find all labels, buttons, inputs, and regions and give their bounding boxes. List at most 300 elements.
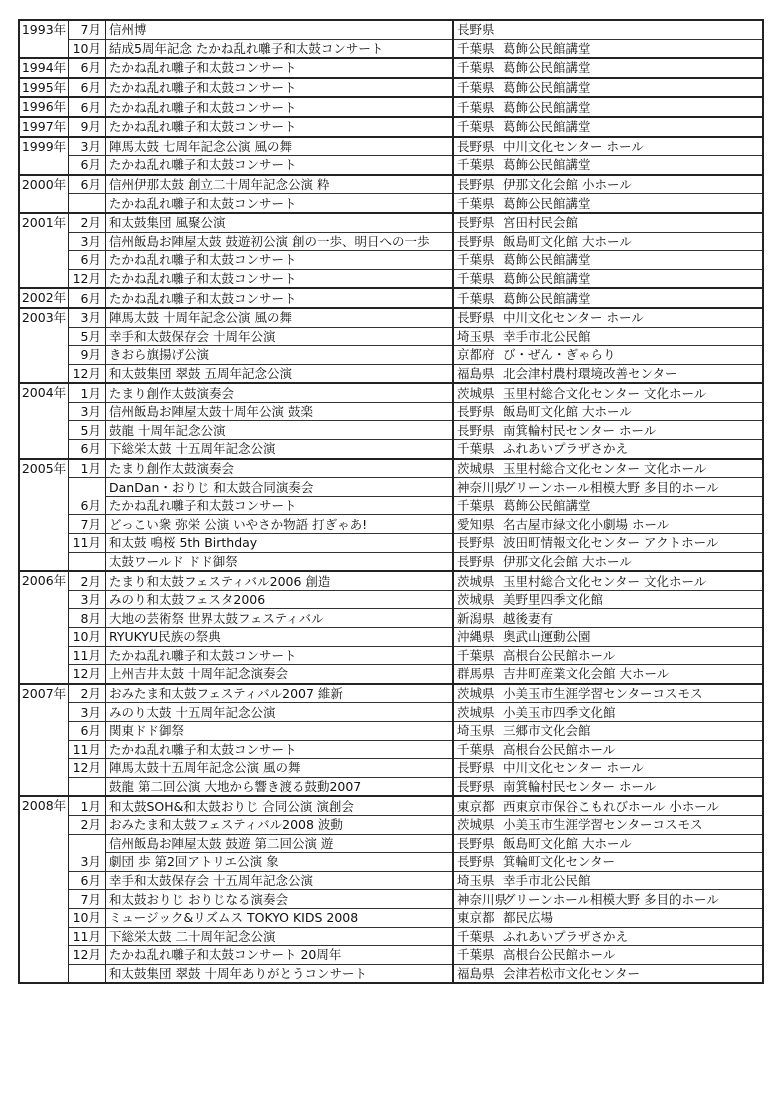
venue-name: 玉里村総合文化センター 文化ホール bbox=[503, 573, 707, 589]
table-row bbox=[19, 383, 763, 402]
venue-name: 飯島町文化館 大ホール bbox=[503, 233, 632, 249]
month-cell: 6月 bbox=[69, 58, 106, 78]
month-cell: 12月 bbox=[69, 269, 106, 288]
event-title-cell: たまり創作太鼓演奏会 bbox=[106, 459, 454, 478]
venue-cell bbox=[453, 964, 763, 983]
venue-name: 伊那文化会館 大ホール bbox=[503, 553, 632, 569]
event-title-cell: たかね乱れ囃子和太鼓コンサート bbox=[106, 740, 454, 759]
venue-cell bbox=[453, 251, 763, 270]
prefecture-label: 千葉県 bbox=[457, 647, 495, 663]
venue-name: 葛飾公民館講堂 bbox=[503, 252, 591, 268]
table-row bbox=[19, 364, 763, 383]
prefecture-label: 茨城県 bbox=[457, 592, 495, 608]
prefecture-label: 神奈川県 bbox=[457, 479, 508, 495]
event-title-cell: 信州伊那太鼓 創立二十周年記念公演 粋 bbox=[106, 175, 454, 194]
venue-cell bbox=[453, 364, 763, 383]
event-title-cell: 和太鼓SOH&和太鼓おりじ 合同公演 演創会 bbox=[106, 796, 454, 815]
event-title-cell: どっこい衆 弥栄 公演 いやさか物語 打ぎゃあ! bbox=[106, 515, 454, 534]
year-cell: 2006年 bbox=[19, 571, 69, 684]
venue-name: 波田町情報文化センター アクトホール bbox=[503, 535, 719, 551]
event-title-cell: たかね乱れ囃子和太鼓コンサート bbox=[106, 78, 454, 98]
performance-table-body bbox=[19, 20, 763, 983]
venue-cell bbox=[453, 421, 763, 440]
table-row bbox=[19, 777, 763, 796]
venue-name: 葛飾公民館講堂 bbox=[503, 60, 591, 76]
table-row bbox=[19, 288, 763, 308]
venue-cell bbox=[453, 815, 763, 834]
venue-cell bbox=[453, 534, 763, 553]
prefecture-label: 千葉県 bbox=[457, 947, 495, 963]
venue-name: 小美玉市四季文化館 bbox=[503, 704, 616, 720]
table-row bbox=[19, 571, 763, 590]
month-cell: 6月 bbox=[69, 721, 106, 740]
prefecture-label: 千葉県 bbox=[457, 40, 495, 56]
table-row bbox=[19, 853, 763, 872]
venue-name: 葛飾公民館講堂 bbox=[503, 195, 591, 211]
event-title-cell: 陣馬太鼓 七周年記念公演 風の舞 bbox=[106, 137, 454, 156]
venue-name: 小美玉市生涯学習センターコスモス bbox=[503, 817, 703, 833]
venue-name: ふれあいプラザさかえ bbox=[503, 441, 629, 457]
month-cell: 6月 bbox=[69, 251, 106, 270]
table-row bbox=[19, 628, 763, 647]
event-title-cell: おみたま和太鼓フェスティバル2007 維新 bbox=[106, 684, 454, 703]
venue-name: び・ぜん・ぎゃらり bbox=[503, 347, 616, 363]
prefecture-label: 茨城県 bbox=[457, 704, 495, 720]
table-row bbox=[19, 908, 763, 927]
event-title-cell: 太鼓ワールド ドド御祭 bbox=[106, 552, 454, 571]
month-cell: 2月 bbox=[69, 213, 106, 232]
prefecture-label: 長野県 bbox=[457, 553, 495, 569]
venue-name: 三郷市文化会館 bbox=[503, 723, 591, 739]
event-title-cell: たまり和太鼓フェスティバル2006 創造 bbox=[106, 571, 454, 590]
year-cell: 1995年 bbox=[19, 78, 69, 98]
venue-cell bbox=[453, 759, 763, 778]
prefecture-label: 福島県 bbox=[457, 365, 495, 381]
event-title-cell: 上州吉井太鼓 十周年記念演奏会 bbox=[106, 665, 454, 684]
table-row bbox=[19, 251, 763, 270]
table-row bbox=[19, 440, 763, 459]
venue-name: 越後妻有 bbox=[503, 610, 554, 626]
month-cell: 6月 bbox=[69, 440, 106, 459]
venue-cell bbox=[453, 684, 763, 703]
month-cell: 3月 bbox=[69, 402, 106, 421]
year-cell: 1999年 bbox=[19, 137, 69, 175]
prefecture-label: 東京都 bbox=[457, 910, 495, 926]
venue-name: 飯島町文化館 大ホール bbox=[503, 404, 632, 420]
month-cell: 6月 bbox=[69, 288, 106, 308]
venue-name: 玉里村総合文化センター 文化ホール bbox=[503, 460, 707, 476]
month-cell: 7月 bbox=[69, 515, 106, 534]
venue-name: 葛飾公民館講堂 bbox=[503, 157, 591, 173]
month-cell: 3月 bbox=[69, 232, 106, 251]
prefecture-label: 埼玉県 bbox=[457, 873, 495, 889]
table-row bbox=[19, 478, 763, 497]
event-title-cell: 信州博 bbox=[106, 20, 454, 39]
table-row bbox=[19, 815, 763, 834]
venue-name: 宮田村民会館 bbox=[503, 215, 579, 231]
venue-cell bbox=[453, 327, 763, 346]
event-title-cell: たまり創作太鼓演奏会 bbox=[106, 383, 454, 402]
month-cell: 9月 bbox=[69, 346, 106, 365]
venue-cell bbox=[453, 496, 763, 515]
month-cell: 6月 bbox=[69, 175, 106, 194]
venue-cell bbox=[453, 571, 763, 590]
table-row bbox=[19, 175, 763, 194]
table-row bbox=[19, 327, 763, 346]
venue-cell bbox=[453, 175, 763, 194]
table-row bbox=[19, 534, 763, 553]
year-cell: 1994年 bbox=[19, 58, 69, 78]
venue-cell bbox=[453, 908, 763, 927]
venue-cell bbox=[453, 740, 763, 759]
venue-cell bbox=[453, 590, 763, 609]
venue-name: 北会津村農村環境改善センター bbox=[503, 365, 678, 381]
prefecture-label: 長野県 bbox=[457, 233, 495, 249]
month-cell: 2月 bbox=[69, 571, 106, 590]
venue-cell bbox=[453, 137, 763, 156]
event-title-cell: 劇団 歩 第2回アトリエ公演 象 bbox=[106, 853, 454, 872]
month-cell: 8月 bbox=[69, 609, 106, 628]
prefecture-label: 長野県 bbox=[457, 835, 495, 851]
event-title-cell: たかね乱れ囃子和太鼓コンサート bbox=[106, 251, 454, 270]
table-row bbox=[19, 684, 763, 703]
event-title-cell: 鼓龍 第二回公演 大地から響き渡る鼓動2007 bbox=[106, 777, 454, 796]
prefecture-label: 長野県 bbox=[457, 177, 495, 193]
venue-cell bbox=[453, 890, 763, 909]
event-title-cell: たかね乱れ囃子和太鼓コンサート bbox=[106, 194, 454, 213]
month-cell: 1月 bbox=[69, 383, 106, 402]
year-cell: 2000年 bbox=[19, 175, 69, 213]
event-title-cell: たかね乱れ囃子和太鼓コンサート bbox=[106, 496, 454, 515]
event-title-cell: 関東ドド御祭 bbox=[106, 721, 454, 740]
venue-name: 中川文化センター ホール bbox=[503, 760, 644, 776]
prefecture-label: 埼玉県 bbox=[457, 328, 495, 344]
month-cell: 7月 bbox=[69, 890, 106, 909]
month-cell: 9月 bbox=[69, 117, 106, 137]
table-row bbox=[19, 213, 763, 232]
month-cell: 5月 bbox=[69, 421, 106, 440]
venue-cell bbox=[453, 78, 763, 98]
table-row bbox=[19, 402, 763, 421]
month-cell: 11月 bbox=[69, 740, 106, 759]
venue-cell bbox=[453, 383, 763, 402]
venue-cell bbox=[453, 288, 763, 308]
venue-cell bbox=[453, 97, 763, 117]
venue-name: ふれあいプラザさかえ bbox=[503, 928, 629, 944]
prefecture-label: 茨城県 bbox=[457, 817, 495, 833]
event-title-cell: 幸手和太鼓保存会 十五周年記念公演 bbox=[106, 871, 454, 890]
prefecture-label: 千葉県 bbox=[457, 928, 495, 944]
event-title-cell: たかね乱れ囃子和太鼓コンサート 20周年 bbox=[106, 946, 454, 965]
event-title-cell: 陣馬太鼓 十周年記念公演 風の舞 bbox=[106, 308, 454, 327]
year-cell: 1996年 bbox=[19, 97, 69, 117]
venue-cell bbox=[453, 721, 763, 740]
venue-name: 吉井町産業文化会館 大ホール bbox=[503, 666, 670, 682]
event-title-cell: きおら旗揚げ公演 bbox=[106, 346, 454, 365]
month-cell: 3月 bbox=[69, 853, 106, 872]
month-cell bbox=[69, 552, 106, 571]
venue-cell bbox=[453, 834, 763, 853]
venue-name: 葛飾公民館講堂 bbox=[503, 80, 591, 96]
event-title-cell: 和太鼓集団 翠鼓 五周年記念公演 bbox=[106, 364, 454, 383]
event-title-cell: 鼓龍 十周年記念公演 bbox=[106, 421, 454, 440]
venue-cell bbox=[453, 269, 763, 288]
event-title-cell: 下総栄太鼓 十五周年記念公演 bbox=[106, 440, 454, 459]
month-cell: 12月 bbox=[69, 364, 106, 383]
table-row bbox=[19, 946, 763, 965]
prefecture-label: 茨城県 bbox=[457, 686, 495, 702]
month-cell: 11月 bbox=[69, 927, 106, 946]
prefecture-label: 長野県 bbox=[457, 138, 495, 154]
month-cell bbox=[69, 194, 106, 213]
month-cell bbox=[69, 478, 106, 497]
prefecture-label: 茨城県 bbox=[457, 573, 495, 589]
prefecture-label: 千葉県 bbox=[457, 60, 495, 76]
venue-name: 幸手市北公民館 bbox=[503, 328, 591, 344]
venue-cell bbox=[453, 646, 763, 665]
table-row bbox=[19, 496, 763, 515]
venue-name: 美野里四季文化館 bbox=[503, 592, 604, 608]
month-cell bbox=[69, 777, 106, 796]
table-row bbox=[19, 39, 763, 58]
table-row bbox=[19, 421, 763, 440]
prefecture-label: 長野県 bbox=[457, 422, 495, 438]
table-row bbox=[19, 459, 763, 478]
venue-cell bbox=[453, 117, 763, 137]
venue-cell bbox=[453, 346, 763, 365]
event-title-cell: 和太鼓 鳴桜 5th Birthday bbox=[106, 534, 454, 553]
table-row bbox=[19, 703, 763, 722]
table-row bbox=[19, 117, 763, 137]
venue-cell bbox=[453, 871, 763, 890]
venue-name: 都民広場 bbox=[503, 910, 554, 926]
venue-name: 奥武山運動公園 bbox=[503, 629, 591, 645]
venue-name: 葛飾公民館講堂 bbox=[503, 99, 591, 115]
month-cell: 5月 bbox=[69, 327, 106, 346]
year-cell: 2007年 bbox=[19, 684, 69, 797]
prefecture-label: 長野県 bbox=[457, 215, 495, 231]
table-row bbox=[19, 346, 763, 365]
year-cell: 1997年 bbox=[19, 117, 69, 137]
prefecture-label: 京都府 bbox=[457, 347, 495, 363]
venue-name: 箕輪町文化センター bbox=[503, 854, 616, 870]
venue-name: 名古屋市緑文化小劇場 ホール bbox=[503, 516, 670, 532]
venue-cell bbox=[453, 946, 763, 965]
table-row bbox=[19, 137, 763, 156]
prefecture-label: 長野県 bbox=[457, 779, 495, 795]
month-cell: 6月 bbox=[69, 78, 106, 98]
month-cell: 12月 bbox=[69, 759, 106, 778]
month-cell: 11月 bbox=[69, 646, 106, 665]
prefecture-label: 千葉県 bbox=[457, 498, 495, 514]
venue-name: 葛飾公民館講堂 bbox=[503, 290, 591, 306]
table-row bbox=[19, 590, 763, 609]
venue-name: 高根台公民館ホール bbox=[503, 947, 616, 963]
prefecture-label: 長野県 bbox=[457, 854, 495, 870]
venue-cell bbox=[453, 552, 763, 571]
venue-name: 葛飾公民館講堂 bbox=[503, 119, 591, 135]
performance-history-table bbox=[18, 19, 764, 984]
venue-cell bbox=[453, 232, 763, 251]
month-cell: 6月 bbox=[69, 496, 106, 515]
prefecture-label: 千葉県 bbox=[457, 741, 495, 757]
venue-cell bbox=[453, 796, 763, 815]
venue-cell bbox=[453, 402, 763, 421]
event-title-cell: たかね乱れ囃子和太鼓コンサート bbox=[106, 269, 454, 288]
year-cell: 1993年 bbox=[19, 20, 69, 58]
prefecture-label: 茨城県 bbox=[457, 460, 495, 476]
event-title-cell: たかね乱れ囃子和太鼓コンサート bbox=[106, 646, 454, 665]
venue-cell bbox=[453, 459, 763, 478]
venue-cell bbox=[453, 58, 763, 78]
venue-cell bbox=[453, 20, 763, 39]
table-row bbox=[19, 740, 763, 759]
venue-name: 会津若松市文化センター bbox=[503, 965, 641, 981]
prefecture-label: 長野県 bbox=[457, 22, 495, 38]
table-row bbox=[19, 609, 763, 628]
venue-name: グリーンホール相模大野 多目的ホール bbox=[503, 479, 719, 495]
venue-cell bbox=[453, 39, 763, 58]
prefecture-label: 長野県 bbox=[457, 760, 495, 776]
venue-name: 飯島町文化館 大ホール bbox=[503, 835, 632, 851]
table-row bbox=[19, 964, 763, 983]
table-row bbox=[19, 20, 763, 39]
venue-name: 西東京市保谷こもれびホール 小ホール bbox=[503, 798, 719, 814]
prefecture-label: 千葉県 bbox=[457, 99, 495, 115]
month-cell bbox=[69, 834, 106, 853]
prefecture-label: 千葉県 bbox=[457, 157, 495, 173]
event-title-cell: 大地の芸術祭 世界太鼓フェスティバル bbox=[106, 609, 454, 628]
venue-name: 南箕輪村民センター ホール bbox=[503, 779, 657, 795]
prefecture-label: 愛知県 bbox=[457, 516, 495, 532]
prefecture-label: 福島県 bbox=[457, 965, 495, 981]
venue-cell bbox=[453, 213, 763, 232]
performance-history-sheet bbox=[18, 19, 751, 984]
event-title-cell: みのり太鼓 十五周年記念公演 bbox=[106, 703, 454, 722]
month-cell: 11月 bbox=[69, 534, 106, 553]
table-row bbox=[19, 721, 763, 740]
event-title-cell: 和太鼓集団 風聚公演 bbox=[106, 213, 454, 232]
venue-cell bbox=[453, 478, 763, 497]
event-title-cell: おみたま和太鼓フェスティバル2008 波動 bbox=[106, 815, 454, 834]
venue-cell bbox=[453, 440, 763, 459]
venue-cell bbox=[453, 777, 763, 796]
table-row bbox=[19, 232, 763, 251]
month-cell: 1月 bbox=[69, 796, 106, 815]
table-row bbox=[19, 58, 763, 78]
venue-name: グリーンホール相模大野 多目的ホール bbox=[503, 891, 719, 907]
event-title-cell: 信州飯島お陣屋太鼓十周年公演 鼓楽 bbox=[106, 402, 454, 421]
venue-name: 玉里村総合文化センター 文化ホール bbox=[503, 385, 707, 401]
table-row bbox=[19, 269, 763, 288]
venue-cell bbox=[453, 703, 763, 722]
venue-cell bbox=[453, 308, 763, 327]
event-title-cell: 信州飯島お陣屋太鼓 鼓遊初公演 創の一歩、明日への一歩 bbox=[106, 232, 454, 251]
event-title-cell: 信州飯島お陣屋太鼓 鼓遊 第二回公演 遊 bbox=[106, 834, 454, 853]
event-title-cell: たかね乱れ囃子和太鼓コンサート bbox=[106, 97, 454, 117]
prefecture-label: 千葉県 bbox=[457, 441, 495, 457]
venue-name: 葛飾公民館講堂 bbox=[503, 40, 591, 56]
venue-name: 南箕輪村民センター ホール bbox=[503, 422, 657, 438]
table-row bbox=[19, 796, 763, 815]
month-cell: 7月 bbox=[69, 20, 106, 39]
table-row bbox=[19, 515, 763, 534]
prefecture-label: 長野県 bbox=[457, 404, 495, 420]
event-title-cell: たかね乱れ囃子和太鼓コンサート bbox=[106, 117, 454, 137]
month-cell: 10月 bbox=[69, 908, 106, 927]
prefecture-label: 千葉県 bbox=[457, 119, 495, 135]
month-cell: 6月 bbox=[69, 871, 106, 890]
venue-name: 高根台公民館ホール bbox=[503, 741, 616, 757]
table-row bbox=[19, 834, 763, 853]
prefecture-label: 神奈川県 bbox=[457, 891, 508, 907]
table-row bbox=[19, 927, 763, 946]
month-cell: 2月 bbox=[69, 815, 106, 834]
venue-name: 葛飾公民館講堂 bbox=[503, 271, 591, 287]
month-cell: 1月 bbox=[69, 459, 106, 478]
month-cell: 6月 bbox=[69, 156, 106, 175]
year-cell: 2001年 bbox=[19, 213, 69, 288]
venue-cell bbox=[453, 156, 763, 175]
prefecture-label: 沖縄県 bbox=[457, 629, 495, 645]
table-row bbox=[19, 871, 763, 890]
venue-cell bbox=[453, 515, 763, 534]
table-row bbox=[19, 97, 763, 117]
month-cell: 3月 bbox=[69, 703, 106, 722]
year-cell: 2005年 bbox=[19, 459, 69, 572]
prefecture-label: 千葉県 bbox=[457, 195, 495, 211]
venue-cell bbox=[453, 628, 763, 647]
venue-name: 中川文化センター ホール bbox=[503, 138, 644, 154]
month-cell: 3月 bbox=[69, 308, 106, 327]
month-cell: 3月 bbox=[69, 590, 106, 609]
venue-name: 小美玉市生涯学習センターコスモス bbox=[503, 686, 703, 702]
table-row bbox=[19, 78, 763, 98]
year-cell: 2003年 bbox=[19, 308, 69, 383]
event-title-cell: たかね乱れ囃子和太鼓コンサート bbox=[106, 58, 454, 78]
prefecture-label: 長野県 bbox=[457, 535, 495, 551]
prefecture-label: 長野県 bbox=[457, 310, 495, 326]
venue-cell bbox=[453, 853, 763, 872]
table-row bbox=[19, 646, 763, 665]
year-cell: 2004年 bbox=[19, 383, 69, 458]
venue-cell bbox=[453, 665, 763, 684]
table-row bbox=[19, 308, 763, 327]
month-cell: 12月 bbox=[69, 665, 106, 684]
prefecture-label: 埼玉県 bbox=[457, 723, 495, 739]
month-cell: 3月 bbox=[69, 137, 106, 156]
venue-name: 高根台公民館ホール bbox=[503, 647, 616, 663]
event-title-cell: DanDan・おりじ 和太鼓合同演奏会 bbox=[106, 478, 454, 497]
event-title-cell: たかね乱れ囃子和太鼓コンサート bbox=[106, 156, 454, 175]
prefecture-label: 東京都 bbox=[457, 798, 495, 814]
event-title-cell: 和太鼓おりじ おりじなる演奏会 bbox=[106, 890, 454, 909]
venue-cell bbox=[453, 609, 763, 628]
venue-name: 中川文化センター ホール bbox=[503, 310, 644, 326]
venue-cell bbox=[453, 927, 763, 946]
table-row bbox=[19, 890, 763, 909]
event-title-cell: 幸手和太鼓保存会 十周年公演 bbox=[106, 327, 454, 346]
venue-cell bbox=[453, 194, 763, 213]
venue-name: 伊那文化会館 小ホール bbox=[503, 177, 632, 193]
table-row bbox=[19, 759, 763, 778]
prefecture-label: 茨城県 bbox=[457, 385, 495, 401]
table-row bbox=[19, 194, 763, 213]
event-title-cell: 陣馬太鼓十五周年記念公演 風の舞 bbox=[106, 759, 454, 778]
event-title-cell: RYUKYU民族の祭典 bbox=[106, 628, 454, 647]
prefecture-label: 千葉県 bbox=[457, 271, 495, 287]
prefecture-label: 千葉県 bbox=[457, 80, 495, 96]
